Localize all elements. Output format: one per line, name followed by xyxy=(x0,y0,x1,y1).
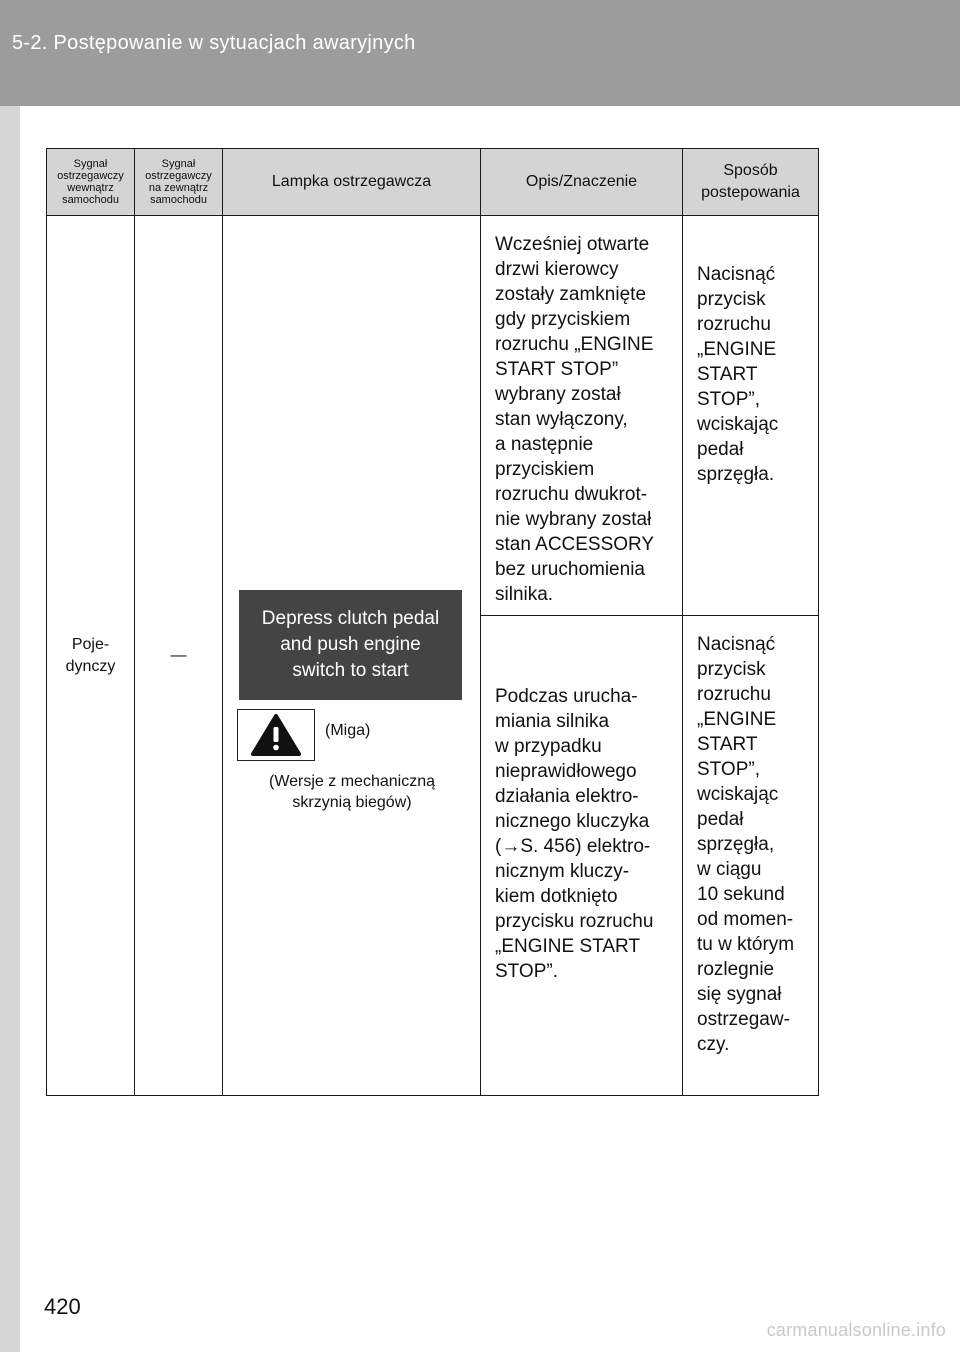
header-band xyxy=(0,0,960,106)
warning-triangle-svg xyxy=(250,713,302,757)
warning-triangle-icon xyxy=(237,709,315,761)
header-warning-lamp xyxy=(223,149,481,216)
header-action-label: Sposób postepowania xyxy=(701,162,800,201)
description-cell-2 xyxy=(481,616,683,1096)
header-description-label: Opis/Znaczenie xyxy=(525,173,638,190)
header-inside-signal xyxy=(47,149,135,216)
description-text-2: Podczas urucha- miania silnika w przypadku nieprawidłowego działania elektro- nicznego kluczyka (→S. 456) elektro- nicznym kluczy- kiem dotknięto przycisku rozruchu „ENGINE START STOP”. xyxy=(495,686,654,982)
description-text-1: Wcześniej otwarte drzwi kierowcy zostały zamknięte gdy przyciskiem rozruchu „ENGINE START STOP” wybrany został stan wyłączony, a następnie przyciskiem rozruchu dwukrot- nie wybrany został stan ACCESSORY bez uruchomienia silnika. xyxy=(495,234,655,605)
table-row xyxy=(47,216,819,616)
action-text-2: Nacisnąć przycisk rozruchu „ENGINE START STOP”, wciskając pedał sprzęgła, w ciągu 10 sekund od momen- tu w którym rozlegnie się sygnał ostrzegaw- czy. xyxy=(697,634,795,1055)
warning-table xyxy=(46,148,819,1096)
header-outside-signal xyxy=(135,149,223,216)
header-warning-lamp-label: Lampka ostrzegawcza xyxy=(271,173,432,190)
side-strip xyxy=(0,106,20,1352)
warning-lamp-cell xyxy=(223,216,481,1096)
section-title: 5-2. Postępowanie w sytuacjach awaryjnych xyxy=(12,32,416,54)
header-description xyxy=(481,149,683,216)
header-inside-signal-label: Sygnał ostrzegawczy wewnątrz samochodu xyxy=(57,158,124,206)
header-action xyxy=(683,149,819,216)
manual-transmission-note: (Wersje z mechaniczną skrzynią biegów) xyxy=(269,773,435,811)
watermark: carmanualsonline.info xyxy=(766,1320,946,1340)
header-outside-signal-label: Sygnał ostrzegawczy na zewnątrz samochodu xyxy=(145,158,212,206)
outside-signal-value: — xyxy=(170,646,187,664)
table-header-row xyxy=(47,149,819,216)
blink-label: (Miga) xyxy=(325,722,371,739)
action-text-1: Nacisnąć przycisk rozruchu „ENGINE START STOP”, wciskając pedał sprzęgła. xyxy=(697,264,779,485)
description-cell-1 xyxy=(481,216,683,616)
inside-signal-value: Poje- dynczy xyxy=(65,635,116,675)
page-number: 420 xyxy=(44,1294,81,1319)
outside-signal-cell xyxy=(135,216,223,1096)
clutch-message-display: Depress clutch pedal and push engine switch to start xyxy=(239,590,462,700)
inside-signal-cell xyxy=(47,216,135,1096)
action-cell-2 xyxy=(683,616,819,1096)
action-cell-1 xyxy=(683,216,819,616)
